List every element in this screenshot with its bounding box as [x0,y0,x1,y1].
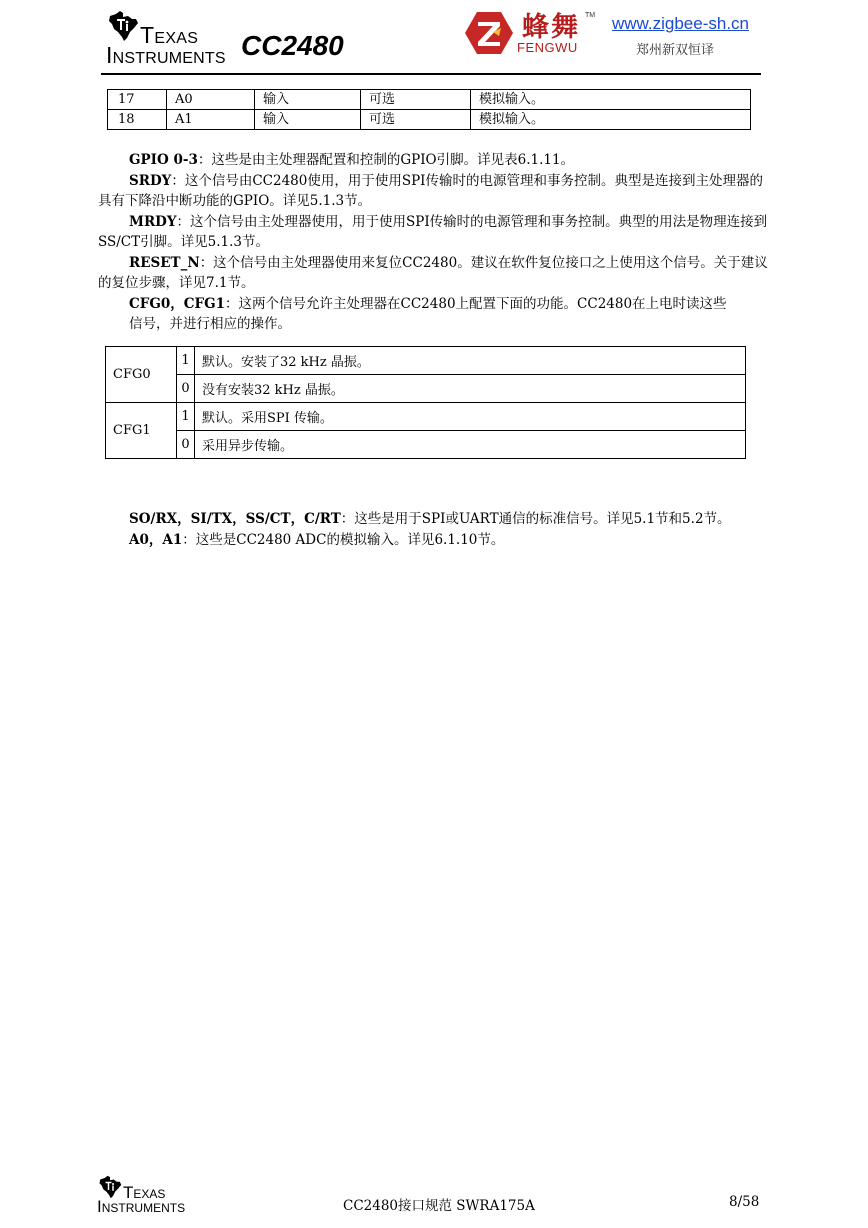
pin-table [107,89,751,130]
partner-name-cn: 蜂舞 [522,12,580,43]
cfg-desc-cell: 默认。安装了32 kHz 晶振。 [195,347,746,375]
ti-logo-texas: TEXAS [140,22,199,48]
table-row [106,347,746,375]
cfg-desc-cell: 采用异步传输。 [195,431,746,459]
table-cell: 模拟输入。 [471,90,751,110]
table-row [106,431,746,459]
page-number: 8/58 [729,1194,760,1210]
cfg-name-cell: CFG1 [106,403,177,459]
table-row [108,90,751,110]
paragraph-adc: A0，A1：这些是CC2480 ADC的模拟输入。详见6.1.10节。 [129,531,505,548]
footer-logo-instruments: INSTRUMENTS [97,1197,186,1216]
paragraph-reset: RESET_N：这个信号由主处理器使用来复位CC2480。建议在软件复位接口之上使用这个信号。关于建议的复位步骤，详见7.1节。 [98,254,768,291]
cfg-bit-cell: 1 [177,347,195,375]
table-row [108,110,751,130]
table-cell: 17 [108,90,167,110]
table-cell: 输入 [255,90,361,110]
cfg-bit-cell: 1 [177,403,195,431]
cfg-table [105,346,746,459]
table-cell: 输入 [255,110,361,130]
partner-name-en: FENGWU [517,40,578,55]
table-row [106,403,746,431]
table-cell: 可选 [361,110,471,130]
ti-logo-icon [97,1175,123,1199]
paragraph-gpio: GPIO 0-3：这些是由主处理器配置和控制的GPIO引脚。详见表6.1.11。 [129,152,575,168]
table-cell: 模拟输入。 [471,110,751,130]
paragraph-mrdy: MRDY：这个信号由主处理器使用，用于使用SPI传输时的电源管理和事务控制。典型的用法是物理连接到SS/CT引脚。详见5.1.3节。 [98,213,768,250]
paragraph-srdy: SRDY：这个信号由CC2480使用，用于使用SPI传输时的电源管理和事务控制。典型是连接到主处理器的具有下降沿中断功能的GPIO。详见5.1.3节。 [98,172,764,209]
header-divider [101,73,761,75]
ti-logo [106,8,236,68]
paragraph-serial: SO/RX，SI/TX，SS/CT，C/RT：这些是用于SPI或UART通信的标准信号。详见5.1节和5.2节。 [129,511,731,527]
signal-descriptions [98,150,773,335]
cfg-name-cell: CFG0 [106,347,177,403]
cfg-bit-cell: 0 [177,375,195,403]
product-name: CC2480 [241,30,344,61]
footer-logo-texas: TEXAS [123,1183,166,1202]
paragraph-cfg: CFG0，CFG1：这两个信号允许主处理器在CC2480上配置下面的功能。CC2480在上电时读这些 信号，并进行相应的操作。 [129,295,727,332]
table-cell: 可选 [361,90,471,110]
ti-logo-icon [106,10,140,42]
footer-doc-title: CC2480接口规范 SWRA175A [343,1198,535,1214]
partner-subtitle: 郑州新双恒译 [636,43,715,58]
partner-trademark: TM [585,12,596,19]
table-cell: 18 [108,110,167,130]
cfg-bit-cell: 0 [177,431,195,459]
table-cell: A0 [167,90,255,110]
table-cell: A1 [167,110,255,130]
ti-logo-instruments: INSTRUMENTS [106,42,226,68]
table-row [106,375,746,403]
partner-url-link[interactable]: www.zigbee-sh.cn [612,14,750,33]
interface-descriptions [98,509,773,550]
fengwu-logo-icon [463,10,515,56]
cfg-desc-cell: 默认。采用SPI 传输。 [195,403,746,431]
footer-ti-logo [97,1175,207,1215]
cfg-desc-cell: 没有安装32 kHz 晶振。 [195,375,746,403]
